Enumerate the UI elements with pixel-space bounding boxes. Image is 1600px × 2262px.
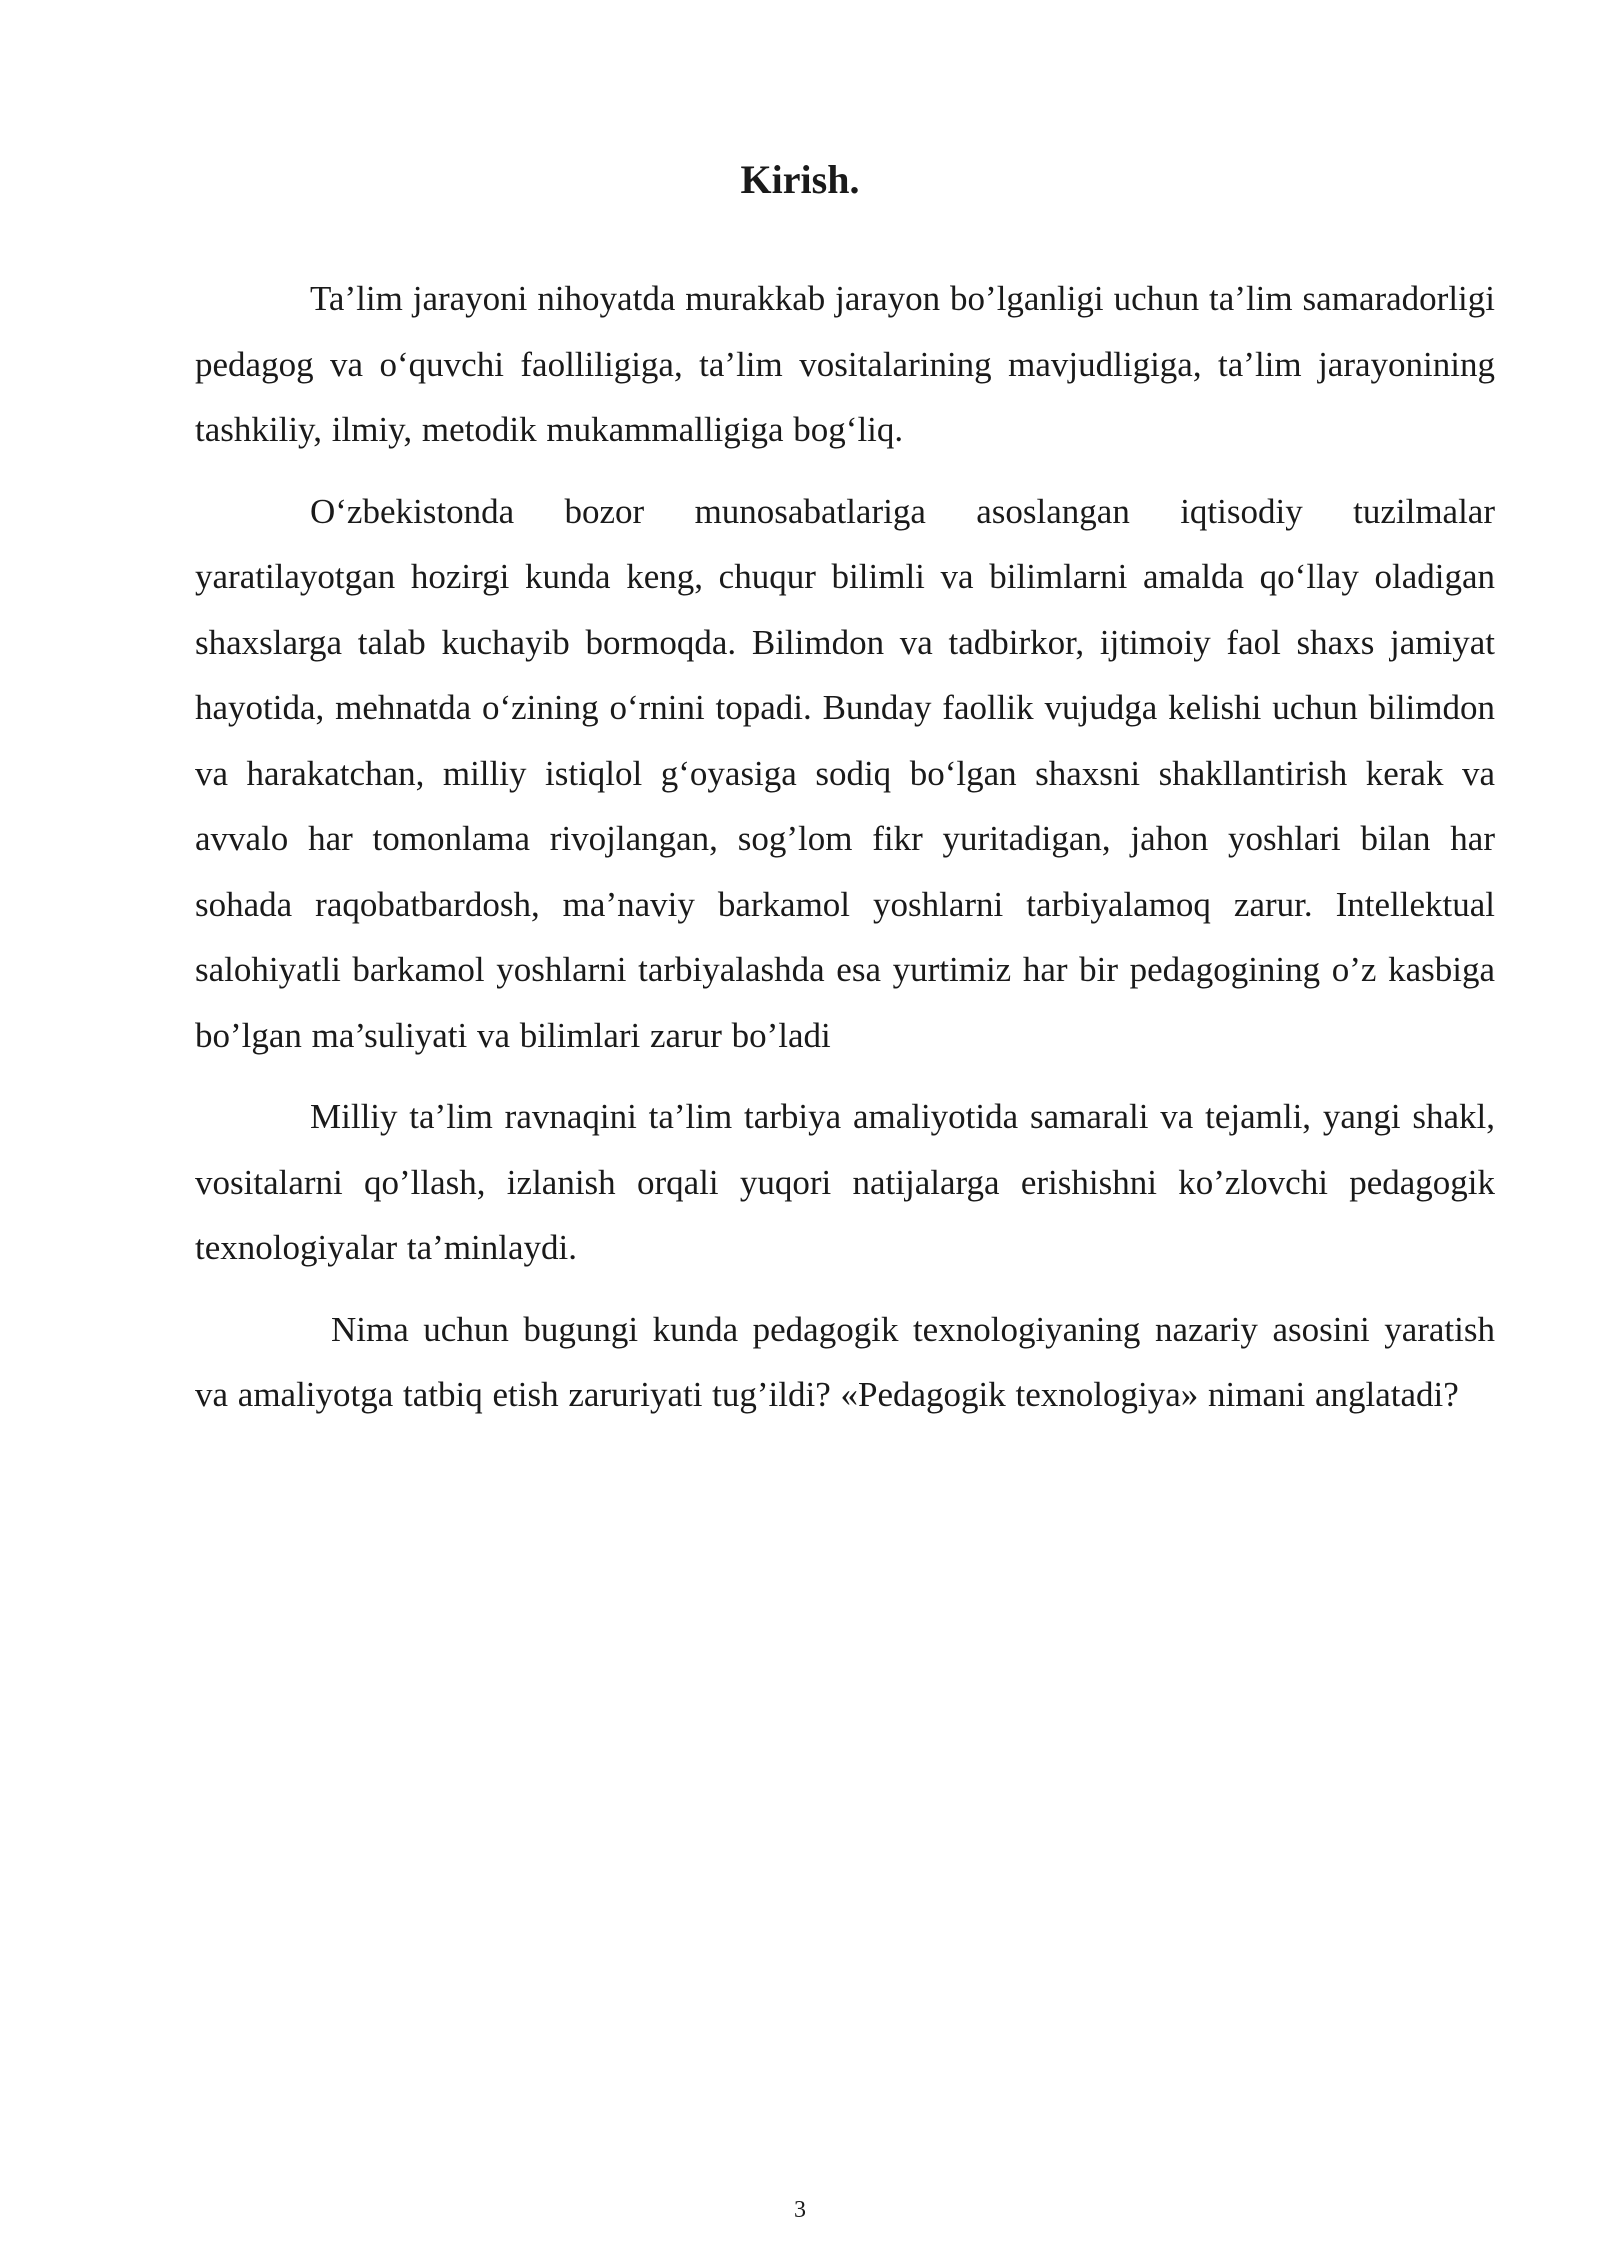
document-body [195,266,1495,1444]
page-number: 3 [794,2197,806,2223]
paragraph-1: Ta’lim jarayoni nihoyatda murakkab jarayon bo’lganligi uchun ta’lim samaradorligi pedagog va o‘quvchi faolliligiga, ta’lim vositalarining mavjudligiga, ta’lim jarayonining tashkiliy, ilmiy, metodik mukammalligiga bog‘liq. [195,279,1495,449]
paragraph-3: Milliy ta’lim ravnaqini ta’lim tarbiya amaliyotida samarali va tejamli, yangi shakl, vositalarni qo’llash, izlanish orqali yuqori natijalarga erishishni ko’zlovchi pedagogik texnologiyalar ta’minlaydi. [195,1097,1495,1267]
page-title: Kirish. [740,157,860,202]
paragraph-4: Nima uchun bugungi kunda pedagogik texnologiyaning nazariy asosini yaratish va amaliyotga tatbiq etish zaruriyati tug’ildi? «Pedagogik texnologiya» nimani anglatadi? [195,1309,1495,1414]
paragraph-2: O‘zbekistonda bozor munosabatlariga asoslangan iqtisodiy tuzilmalar yaratilayotgan hozirgi kunda keng, chuqur bilimli va bilimlarni amalda qo‘llay oladigan shaxslarga talab kuchayib bormoqda. Bilimdon va tadbirkor, ijtimoiy faol shaxs jamiyat hayotida, mehnatda o‘zining o‘rnini topadi. Bunday faollik vujudga kelishi uchun bilimdon va harakatchan, milliy istiqlol g‘oyasiga sodiq bo‘lgan shaxsni shakllantirish kerak va avvalo har tomonlama rivojlangan, sog’lom fikr yuritadigan, jahon yoshlari bilan har sohada raqobatbardosh, ma’naviy barkamol yoshlarni tarbiyalamoq zarur. Intellektual salohiyatli barkamol yoshlarni tarbiyalashda esa yurtimiz har bir pedagogining o’z kasbiga bo’lgan ma’suliyati va bilimlari zarur bo’ladi [195,491,1495,1055]
